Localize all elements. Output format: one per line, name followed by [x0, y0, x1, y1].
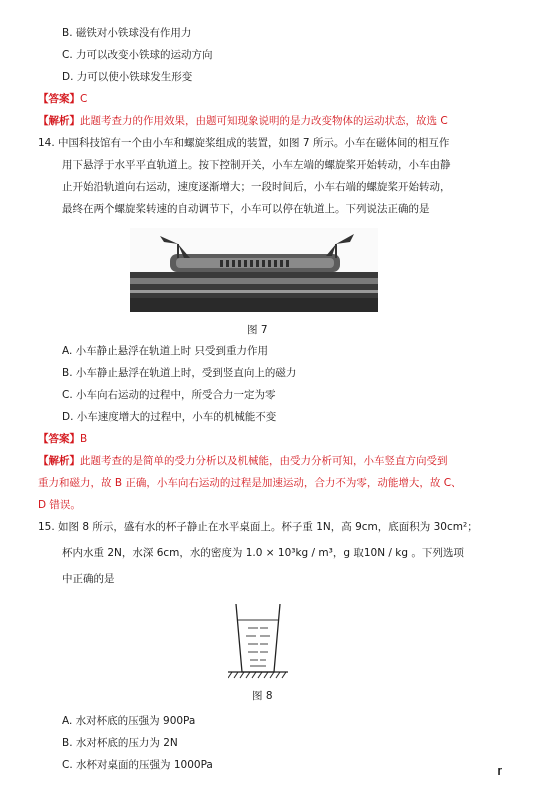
analysis-text: 此题考查力的作用效果，由题可知现象说明的是力改变物体的运动状态，故选 C: [80, 115, 448, 127]
corner-mark: ɼ: [497, 766, 502, 776]
analysis-text: 此题考查的是简单的受力分析以及机械能，由受力分析可知，小车竖直方向受到: [80, 455, 448, 467]
q14-option-d: D. 小车速度增大的过程中，小车的机械能不变: [62, 411, 277, 423]
q14-line-3: 止开始沿轨道向右运动，速度逐渐增大；一段时间后，小车右端的螺旋桨开始转动，: [62, 181, 451, 193]
figure-8-cup-of-water: [228, 602, 288, 684]
answer-label: 【答案】: [38, 93, 80, 105]
q14-line-4: 最终在两个螺旋桨转速的自动调节下，小车可以停在轨道上。下列说法正确的是: [62, 203, 430, 215]
answer-label: 【答案】: [38, 433, 80, 445]
q15-option-a: A. 水对杯底的压强为 900Pa: [62, 715, 196, 727]
q15-line-1: 15. 如图 8 所示，盛有水的杯子静止在水平桌面上。杯子重 1N，高 9cm，底面积为 30cm²；: [38, 521, 478, 533]
prev-option-d: D. 力可以使小铁球发生形变: [62, 71, 193, 83]
q14-option-b: B. 小车静止悬浮在轨道上时，受到竖直向上的磁力: [62, 367, 297, 379]
analysis-13: [38, 114, 448, 128]
q15-line-3: 中正确的是: [62, 573, 115, 585]
q14-line-1: 14. 中国科技馆有一个由小车和螺旋桨组成的装置，如图 7 所示。小车在磁体间的相互作: [38, 137, 450, 149]
figure-7-maglev-car: [130, 228, 378, 312]
answer-value: B: [80, 433, 88, 445]
q14-option-a: A. 小车静止悬浮在轨道上时 只受到重力作用: [62, 345, 269, 357]
q15-line-2: 杯内水重 2N，水深 6cm，水的密度为 1.0 × 10³kg / m³，g 取10N / kg 。下列选项: [62, 547, 464, 559]
q15-option-c: C. 水杯对桌面的压强为 1000Pa: [62, 759, 213, 771]
prev-option-c: C. 力可以改变小铁球的运动方向: [62, 49, 213, 61]
prev-option-b: B. 磁铁对小铁球没有作用力: [62, 27, 192, 39]
answer-13: [38, 92, 87, 106]
answer-14: [38, 432, 87, 446]
analysis-label: 【解析】: [38, 115, 80, 127]
q14-option-c: C. 小车向右运动的过程中，所受合力一定为零: [62, 389, 276, 401]
figure-8-caption: 图 8: [252, 690, 273, 702]
analysis-label: 【解析】: [38, 455, 80, 467]
analysis-14-line-2: 重力和磁力，故 B 正确，小车向右运动的过程是加速运动，合力不为零，动能增大，故 C、: [38, 477, 462, 489]
analysis-14-line-1: [38, 454, 448, 468]
q15-option-b: B. 水对杯底的压力为 2N: [62, 737, 178, 749]
analysis-14-line-3: D 错误。: [38, 499, 81, 511]
figure-7-caption: 图 7: [247, 324, 268, 336]
answer-value: C: [80, 93, 88, 105]
q14-line-2: 用下悬浮于水平平直轨道上。按下控制开关，小车左端的螺旋桨开始转动，小车由静: [62, 159, 451, 171]
